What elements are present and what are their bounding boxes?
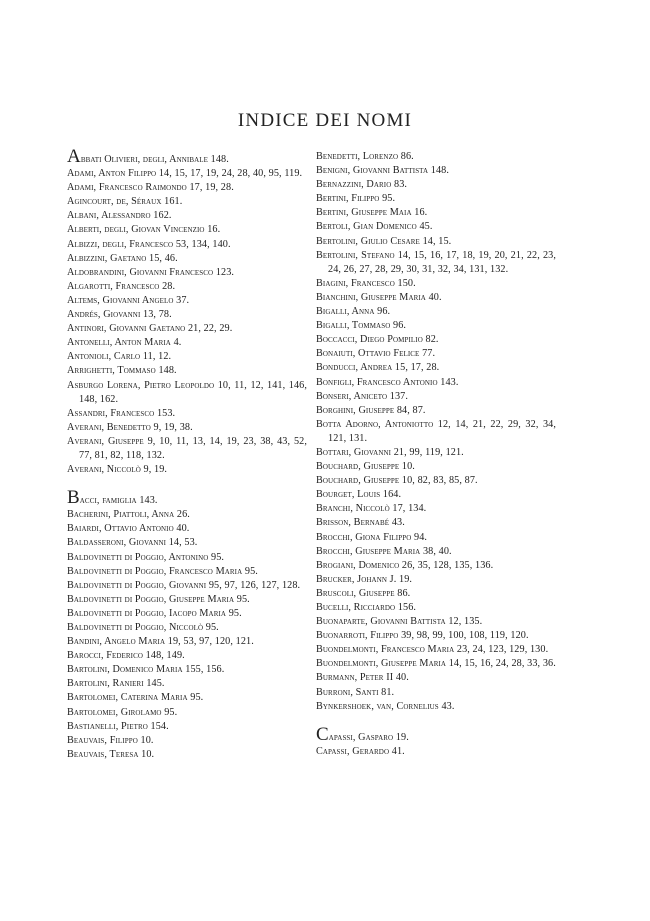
index-entry: Beauvais, Filippo 10.	[67, 734, 154, 746]
index-entry: Adami, Francesco Raimondo 17, 19, 28.	[67, 182, 234, 194]
index-entry: Baldovinetti di Poggio, Niccolò 95.	[67, 622, 219, 633]
index-entry: Albizzi, degli, Francesco 53, 134, 140.	[67, 238, 231, 250]
index-entry: Buondelmonti, Giuseppe Maria 14, 15, 16, 24, 28, 33, 36.	[316, 658, 556, 670]
page-title: INDICE DEI NOMI	[237, 110, 413, 131]
index-entry: Bacherini, Piattoli, Anna 26.	[67, 509, 190, 521]
index-entry: Bouchard, Giuseppe 10, 82, 83, 85, 87.	[316, 475, 478, 487]
index-entry: Bacci, famiglia 143.	[67, 487, 158, 509]
index-entry: Altems, Giovanni Angelo 37.	[67, 294, 190, 306]
index-entry: Benedetti, Lorenzo 86.	[316, 151, 414, 162]
index-entry: Bertini, Giuseppe Maia 16.	[316, 207, 428, 219]
index-entry: Averani, Benedetto 9, 19, 38.	[67, 421, 193, 433]
index-entry: Bonfigli, Francesco Antonio 143.	[316, 376, 459, 388]
index-entry: Baldovinetti di Poggio, Antonino 95.	[67, 551, 225, 563]
index-entry: Bourget, Louis 164.	[316, 489, 402, 501]
index-entry: Aldobrandini, Giovanni Francesco 123.	[67, 266, 235, 278]
index-entry: Bartolini, Domenico Maria 155, 156.	[67, 664, 225, 676]
index-entry: Benigni, Giovanni Battista 148.	[316, 165, 450, 177]
index-entry: Baldovinetti di Poggio, Francesco Maria 95.	[67, 565, 258, 577]
index-entry: Albizzini, Gaetano 15, 46.	[67, 252, 178, 264]
index-entry: Bonseri, Aniceto 137.	[316, 390, 408, 402]
index-entry: Averani, Giuseppe 9, 10, 11, 13, 14, 19, 23, 38, 43, 52, 77, 81, 82, 118, 132.	[67, 435, 307, 461]
section-initial-b: B	[67, 487, 80, 509]
index-entry: Bertolini, Giulio Cesare 14, 15.	[316, 235, 452, 247]
index-entry: Averani, Niccolò 9, 19.	[67, 464, 168, 476]
index-entry: Bertoli, Gian Domenico 45.	[316, 221, 433, 233]
index-entry: Capassi, Gasparo 19.	[316, 723, 409, 745]
index-entry: Brogiani, Domenico 26, 35, 128, 135, 136.	[316, 559, 494, 571]
index-entry: Baldovinetti di Poggio, Giovanni 95, 97, 126, 127, 128.	[67, 579, 301, 591]
index-entry: Bertini, Filippo 95.	[316, 193, 396, 205]
index-entry: Botta Adorno, Antoniotto 12, 14, 21, 22, 29, 32, 34, 121, 131.	[316, 418, 556, 444]
index-entry: Bianchini, Giuseppe Maria 40.	[316, 291, 442, 303]
index-entry: Bernazzini, Dario 83.	[316, 179, 408, 191]
index-entry: Burroni, Santi 81.	[316, 686, 395, 698]
right-column	[316, 150, 556, 759]
index-entry: Bartolomei, Girolamo 95.	[67, 706, 178, 718]
index-entry: Borghini, Giuseppe 84, 87.	[316, 404, 426, 416]
index-entry: Bottari, Giovanni 21, 99, 119, 121.	[316, 446, 464, 458]
index-entry: Baldovinetti di Poggio, Iacopo Maria 95.	[67, 607, 242, 619]
index-entry: Bertolini, Stefano 14, 15, 16, 17, 18, 19, 20, 21, 22, 23, 24, 26, 27, 28, 29, 30, 31, 32, 34, 131, 132.	[316, 249, 556, 275]
index-entry: Capassi, Gerardo 41.	[316, 745, 405, 757]
index-entry: Arrighetti, Tommaso 148.	[67, 365, 177, 377]
index-entry: Bouchard, Giuseppe 10.	[316, 461, 415, 473]
index-entry: Burmann, Peter II 40.	[316, 672, 409, 684]
index-entry: Alberti, degli, Giovan Vincenzio 16.	[67, 224, 221, 236]
index-entry: Albani, Alessandro 162.	[67, 210, 172, 222]
index-entry: Brucker, Johann J. 19.	[316, 573, 413, 585]
index-entry: Beauvais, Teresa 10.	[67, 748, 155, 760]
index-entry: Asburgo Lorena, Pietro Leopoldo 10, 11, 12, 141, 146, 148, 162.	[67, 379, 307, 405]
index-entry: Buonarroti, Filippo 39, 98, 99, 100, 108, 119, 120.	[316, 630, 529, 642]
index-entry: Biagini, Francesco 150.	[316, 277, 416, 289]
index-entry: Brocchi, Giuseppe Maria 38, 40.	[316, 545, 452, 557]
index-entry: Buonaparte, Giovanni Battista 12, 135.	[316, 616, 483, 628]
index-entry: Bynkershoek, van, Cornelius 43.	[316, 700, 455, 712]
index-entry: Adami, Anton Filippo 14, 15, 17, 19, 24, 28, 40, 95, 119.	[67, 168, 303, 180]
index-entry: Baldovinetti di Poggio, Giuseppe Maria 95.	[67, 593, 250, 605]
section-initial-c: C	[316, 723, 329, 745]
index-entry: Bucelli, Ricciardo 156.	[316, 602, 417, 613]
index-entry: Agincourt, de, Séraux 161.	[67, 196, 183, 208]
index-entry: Bigalli, Tommaso 96.	[316, 320, 407, 332]
index-entry: Bruscoli, Giuseppe 86.	[316, 587, 411, 599]
index-entry: Buondelmonti, Francesco Maria 23, 24, 123, 129, 130.	[316, 644, 549, 656]
index-entry: Abbati Olivieri, degli, Annibale 148.	[67, 146, 229, 167]
index-entry: Bartolini, Ranieri 145.	[67, 678, 165, 690]
index-entry: Branchi, Niccolò 17, 134.	[316, 503, 427, 515]
index-entry: Algarotti, Francesco 28.	[67, 280, 176, 292]
left-column	[67, 146, 307, 762]
index-entry: Bonaiuti, Ottavio Felice 77.	[316, 348, 436, 360]
index-entry: Brocchi, Giona Filippo 94.	[316, 531, 428, 543]
index-entry: Barocci, Federico 148, 149.	[67, 650, 185, 662]
index-entry: Antonioli, Carlo 11, 12.	[67, 351, 172, 363]
section-gap	[316, 714, 556, 728]
index-entry: Bartolomei, Caterina Maria 95.	[67, 692, 204, 704]
index-entry: Andrés, Giovanni 13, 78.	[67, 309, 172, 321]
index-entry: Bigalli, Anna 96.	[316, 306, 391, 318]
section-gap	[67, 477, 307, 491]
index-entry: Brisson, Bernabé 43.	[316, 517, 405, 529]
index-entry: Bonducci, Andrea 15, 17, 28.	[316, 362, 440, 374]
index-entry: Assandri, Francesco 153.	[67, 407, 176, 419]
index-entry: Bandini, Angelo Maria 19, 53, 97, 120, 121.	[67, 636, 254, 648]
index-entry: Baiardi, Ottavio Antonio 40.	[67, 523, 190, 535]
index-entry: Bastianelli, Pietro 154.	[67, 720, 169, 732]
section-initial-a: A	[67, 146, 81, 167]
index-entry: Boccacci, Diego Pompilio 82.	[316, 334, 439, 346]
index-entry: Antonelli, Anton Maria 4.	[67, 337, 182, 349]
index-entry: Antinori, Giovanni Gaetano 21, 22, 29.	[67, 323, 233, 335]
index-entry: Baldasseroni, Giovanni 14, 53.	[67, 537, 198, 549]
